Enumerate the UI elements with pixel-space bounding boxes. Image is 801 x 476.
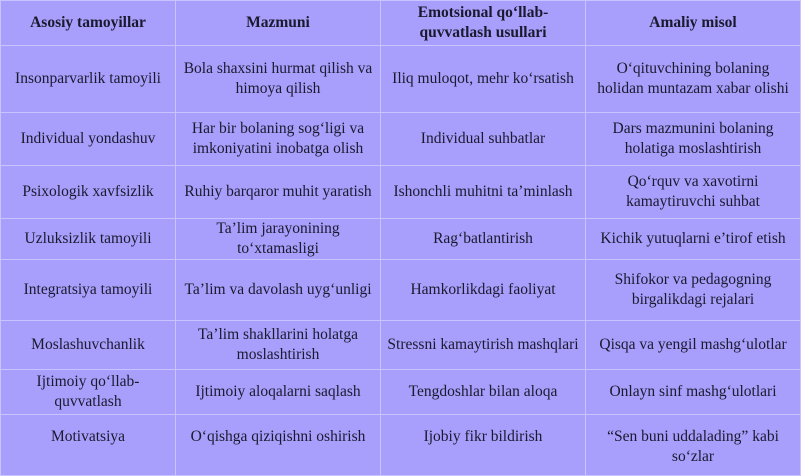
cell-content: O‘qishga qiziqishni oshirish	[176, 415, 381, 476]
cell-content: Ta’lim va davolash uyg‘unligi	[176, 260, 381, 321]
cell-example: Kichik yutuqlarni e’tirof etish	[586, 219, 801, 260]
cell-principle: Insonparvarlik tamoyili	[1, 46, 176, 113]
cell-method: Stressni kamaytirish mashqlari	[381, 321, 586, 370]
cell-content: Ta’lim shakllarini holatga moslashtirish	[176, 321, 381, 370]
cell-method: Rag‘batlantirish	[381, 219, 586, 260]
table-row	[1, 166, 801, 219]
cell-principle: Psixologik xavfsizlik	[1, 166, 176, 219]
cell-example: Onlayn sinf mashg‘ulotlari	[586, 370, 801, 415]
cell-method: Ishonchli muhitni ta’minlash	[381, 166, 586, 219]
header-principles: Asosiy tamoyillar	[1, 1, 176, 46]
cell-method: Individual suhbatlar	[381, 113, 586, 166]
table-row	[1, 415, 801, 476]
table-header-row	[1, 1, 801, 46]
cell-example: “Sen buni uddalading” kabi so‘zlar	[586, 415, 801, 476]
table-row	[1, 260, 801, 321]
cell-method: Tengdoshlar bilan aloqa	[381, 370, 586, 415]
table-row	[1, 219, 801, 260]
cell-principle: Integratsiya tamoyili	[1, 260, 176, 321]
cell-content: Har bir bolaning sog‘ligi va imkoniyatini inobatga olish	[176, 113, 381, 166]
cell-method: Iliq muloqot, mehr ko‘rsatish	[381, 46, 586, 113]
cell-example: Qo‘rquv va xavotirni kamaytiruvchi suhbat	[586, 166, 801, 219]
cell-principle: Moslashuvchanlik	[1, 321, 176, 370]
cell-principle: Ijtimoiy qo‘llab-quvvatlash	[1, 370, 176, 415]
cell-principle: Uzluksizlik tamoyili	[1, 219, 176, 260]
table-row	[1, 370, 801, 415]
table-row	[1, 321, 801, 370]
header-practical-example: Amaliy misol	[586, 1, 801, 46]
cell-method: Ijobiy fikr bildirish	[381, 415, 586, 476]
table-row	[1, 113, 801, 166]
cell-content: Ijtimoiy aloqalarni saqlash	[176, 370, 381, 415]
cell-method: Hamkorlikdagi faoliyat	[381, 260, 586, 321]
cell-example: Qisqa va yengil mashg‘ulotlar	[586, 321, 801, 370]
header-support-methods: Emotsional qo‘llab-quvvatlash usullari	[381, 1, 586, 46]
cell-example: O‘qituvchining bolaning holidan muntazam xabar olishi	[586, 46, 801, 113]
cell-example: Shifokor va pedagogning birgalikdagi rejalari	[586, 260, 801, 321]
cell-content: Ta’lim jarayonining to‘xtamasligi	[176, 219, 381, 260]
cell-principle: Individual yondashuv	[1, 113, 176, 166]
header-content: Mazmuni	[176, 1, 381, 46]
cell-example: Dars mazmunini bolaning holatiga moslashtirish	[586, 113, 801, 166]
cell-content: Ruhiy barqaror muhit yaratish	[176, 166, 381, 219]
table-row	[1, 46, 801, 113]
cell-principle: Motivatsiya	[1, 415, 176, 476]
cell-content: Bola shaxsini hurmat qilish va himoya qilish	[176, 46, 381, 113]
